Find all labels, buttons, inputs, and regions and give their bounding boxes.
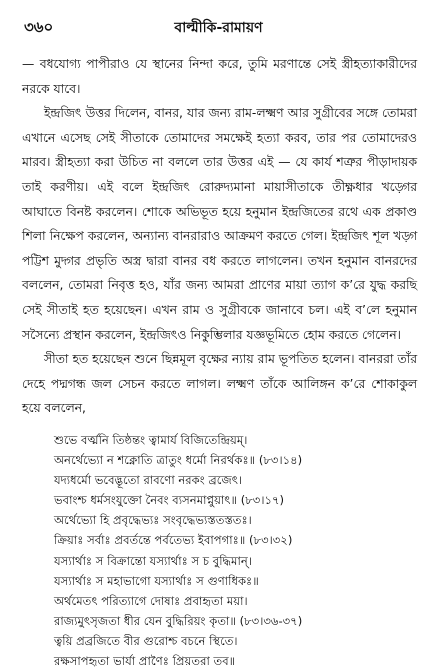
prose-body: [22, 52, 417, 421]
page-header: [24, 16, 413, 36]
verse-line: রাজ্যমুৎসৃজতা ধীর যেন বুদ্ধিরিয়ং কৃতা॥ (৮৩।৩৬-৩৭): [54, 613, 303, 628]
sanskrit-verses: [54, 430, 419, 671]
running-title: বাল্মীকি-রামায়ণ: [174, 20, 263, 36]
verse-line: যস্যার্থাঃ স মহাভাগো যস্যার্থাঃ স গুণাধিকঃ॥: [54, 573, 259, 588]
prose-paragraph: ইন্দ্রজিৎ উত্তর দিলেন, বানর, যার জন্য রাম-লক্ষ্মণ আর সুগ্রীবের সঙ্গে তোমরা এখানে এসেছ সেই সীতাকে তোমাদের সমক্ষেই হত্যা করব, তার পর তোমাদেরও মারব। স্ত্রীহত্যা করা উচিত না বললে তার উত্তর এই — যে কার্য শত্রুর পীড়াদায়ক তাই করণীয়। এই বলে ইন্দ্রজিৎ রোরুদ্যমানা মায়াসীতাকে তীক্ষ্ণধার খড়্গের আঘাতে বিনষ্ট করলেন। শোকে অভিভূত হয়ে হনুমান ইন্দ্রজিতের রথে এক প্রকাণ্ড শিলা নিক্ষেপ করলেন, অন্যান্য বানরারাও আক্রমণ করতে গেল। ইন্দ্রজিৎ শূল খড়্গ পট্টিশ মুদ্গর প্রভৃতি অস্ত্র দ্বারা বানর বধ করতে লাগলেন। তখন হনুমান বানরদের বললেন, তোমরা নিবৃত্ত হও, যাঁর জন্য আমরা প্রাণের মায়া ত্যাগ ক’রে যুদ্ধ করছি সেই সীতাই হত হয়েছেন। এখন রাম ও সুগ্রীবকে জানাবে চল। এই ব’লে হনুমান সসৈন্যে প্রস্থান করলেন, ইন্দ্রজিৎও নিকুম্ভিলার যজ্ঞভূমিতে হোম করতে গেলেন।: [22, 106, 417, 342]
verse-line: ত্বয়ি প্রব্রজিতে বীর গুরোশ্চ বচনে স্থিতে।: [54, 633, 238, 648]
verse-line: অর্থেভ্যো হি প্রবৃদ্ধেভ্যঃ সংবৃদ্ধেভ্যস্ততস্ততঃ।: [54, 513, 252, 528]
verse-line: শুভে বর্ত্মনি তিষ্ঠন্তং ত্বামার্য বিজিতেন্দ্রিয়ম্।: [54, 433, 248, 447]
verse-line: রক্ষসাপহৃতা ভার্যা প্রাণৈঃ প্রিয়তরা তব॥: [54, 654, 236, 669]
verse-line: অর্থমেতৎ পরিত্যাগে দোষাঃ প্রবাহৃতা ময়া।: [54, 593, 248, 608]
prose-paragraph: — বধযোগ্য পাপীরাও যে স্থানের নিন্দা করে, তুমি মরণান্তে সেই স্ত্রীহত্যাকারীদের নরকে যাবে।: [22, 57, 417, 96]
page-number: ৩৬০: [24, 18, 54, 36]
verse-line: ক্রিয়াঃ সর্বাঃ প্রবর্তন্তে পর্বতেভ্য ইবাপগাঃ॥ (৮৩।৩২): [54, 533, 293, 548]
verse-line: অনর্থেভ্যো ন শক্নোতি ত্রাতুং ধর্মো নিরর্থকঃ॥ (৮৩।১৪): [54, 453, 303, 468]
verse-line: যদ্যধর্মো ভবেদ্ভূতো রাবণো নরকং ব্রজেৎ।: [54, 473, 243, 488]
verse-line: ভবাংশ্চ ধর্মসংযুক্তো নৈবং ব্যসনমাপ্নুয়াৎ॥ (৮৩।১৭): [54, 493, 285, 508]
prose-paragraph: সীতা হত হয়েছেন শুনে ছিন্নমূল বৃক্ষের ন্যায় রাম ভূপতিত হলেন। বানররা তাঁর দেহে পদ্মগন্ধ জল সেচন করতে লাগল। লক্ষ্মণ তাঁকে আলিঙ্গন ক’রে শোকাকুল হয়ে বললেন,: [22, 352, 417, 416]
verse-line: যস্যার্থাঃ স বিক্রান্তো যস্যার্থাঃ স চ বুদ্ধিমান্।: [54, 553, 252, 568]
